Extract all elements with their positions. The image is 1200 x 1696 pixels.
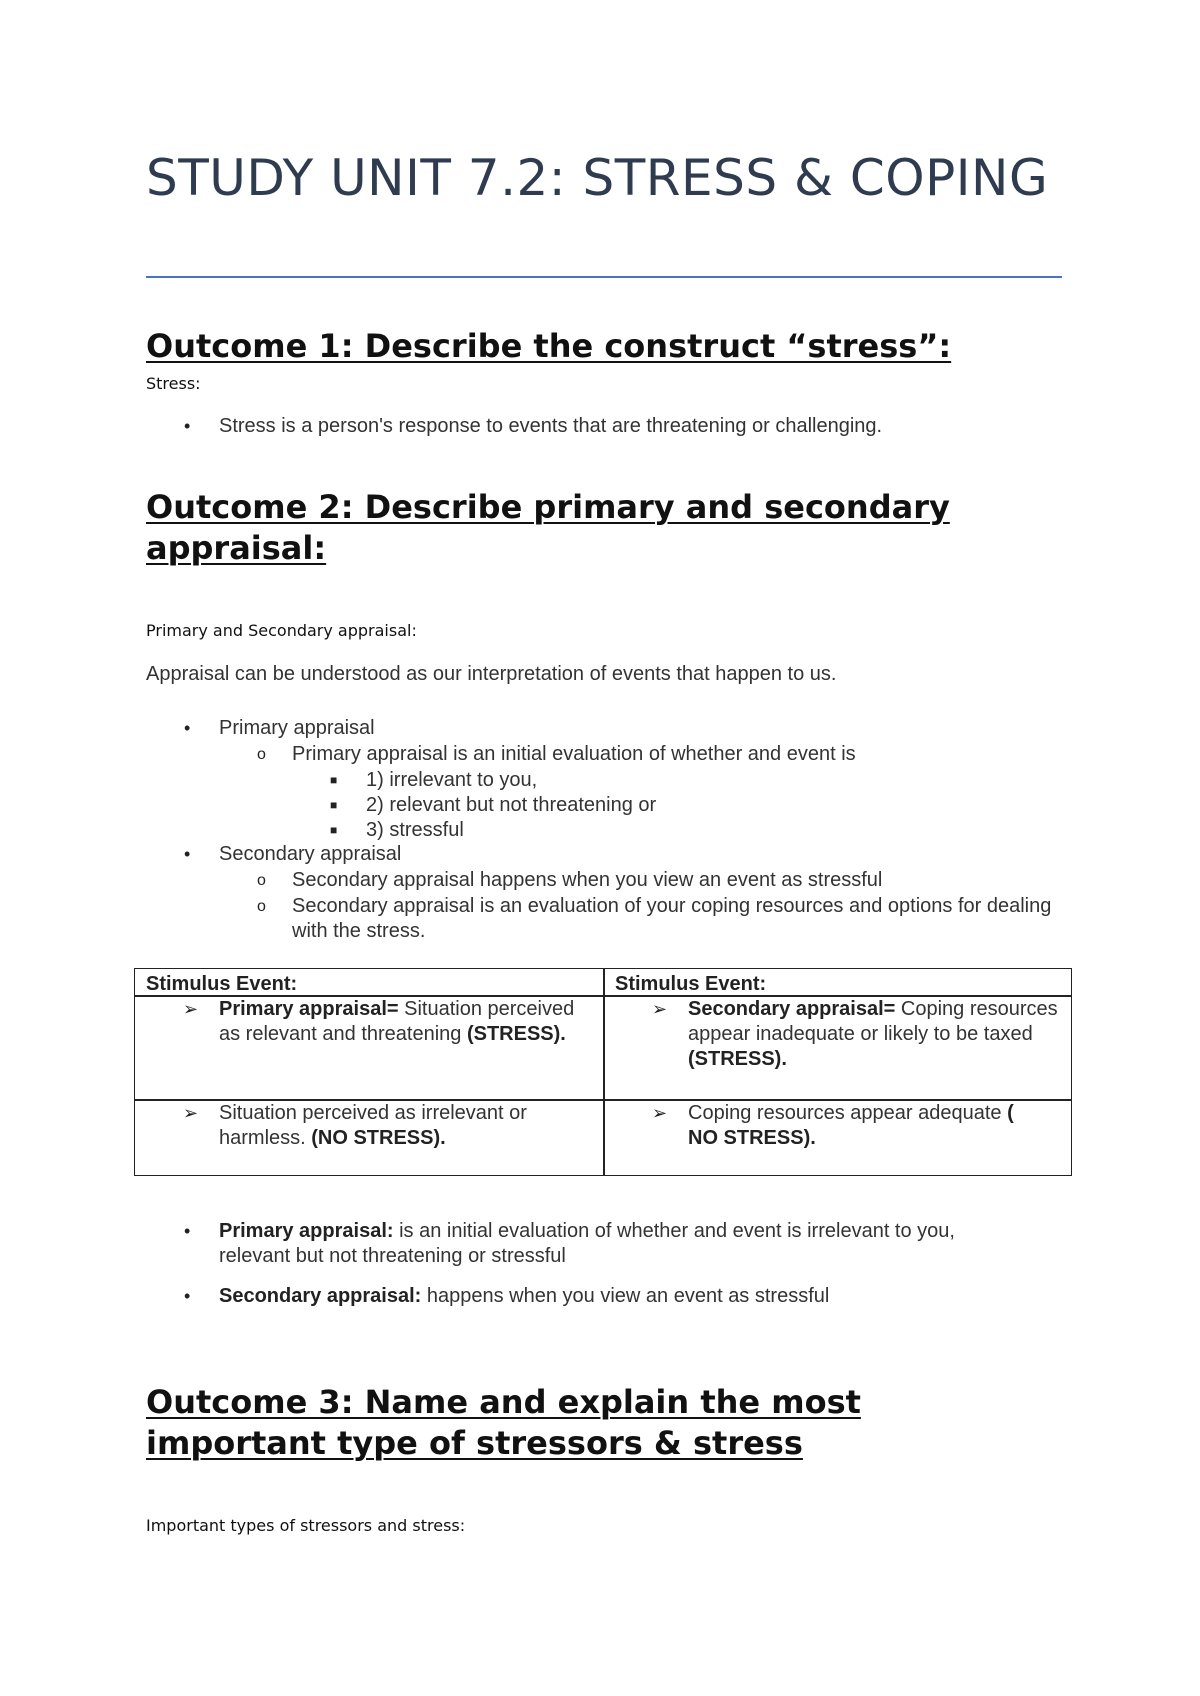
filled-circle-bullet-icon: •	[184, 1221, 191, 1241]
square-bullet-icon: ■	[330, 773, 338, 787]
primary-appraisal-option-2: 2) relevant but not threatening or	[366, 794, 657, 816]
outcome-3-label: Important types of stressors and stress:	[146, 1516, 466, 1535]
secondary-appraisal-item: Secondary appraisal	[219, 843, 402, 865]
arrowhead-bullet-icon: ➢	[652, 999, 668, 1020]
arrowhead-bullet-icon: ➢	[652, 1103, 668, 1124]
primary-appraisal-option-3: 3) stressful	[366, 819, 464, 841]
hollow-circle-bullet-icon: o	[257, 898, 266, 915]
primary-appraisal-subitem: Primary appraisal is an initial evaluation of whether and event is	[292, 743, 856, 765]
primary-appraisal-option-1: 1) irrelevant to you,	[366, 769, 538, 791]
outcome-2-heading: Outcome 2: Describe primary and secondary appraisal:	[146, 488, 950, 567]
filled-circle-bullet-icon: •	[184, 416, 191, 436]
document-title: STUDY UNIT 7.2: STRESS & COPING	[146, 149, 1049, 207]
arrowhead-bullet-icon: ➢	[183, 1103, 199, 1124]
table-cell-primary-stress: Primary appraisal= Situation perceived as relevant and threatening (STRESS).	[219, 998, 575, 1045]
table-column-divider	[603, 968, 605, 1176]
table-header-col-1: Stimulus Event:	[146, 973, 298, 995]
appraisal-intro-text: Appraisal can be understood as our interpretation of events that happen to us.	[146, 663, 837, 685]
hollow-circle-bullet-icon: o	[257, 872, 266, 889]
outcome-2-label: Primary and Secondary appraisal:	[146, 621, 417, 640]
primary-appraisal-item: Primary appraisal	[219, 717, 375, 739]
table-cell-secondary-no-stress: Coping resources appear adequate ( NO STRESS).	[688, 1102, 1014, 1149]
secondary-appraisal-summary: Secondary appraisal: happens when you view an event as stressful	[219, 1285, 830, 1307]
outcome-1-heading: Outcome 1: Describe the construct “stress”:	[146, 327, 952, 365]
filled-circle-bullet-icon: •	[184, 1286, 191, 1306]
secondary-appraisal-subitem-1: Secondary appraisal happens when you view an event as stressful	[292, 869, 883, 891]
filled-circle-bullet-icon: •	[184, 844, 191, 864]
outcome-1-label: Stress:	[146, 374, 201, 393]
filled-circle-bullet-icon: •	[184, 718, 191, 738]
outcome-3-heading: Outcome 3: Name and explain the most important type of stressors & stress	[146, 1383, 861, 1462]
secondary-appraisal-subitem-2: Secondary appraisal is an evaluation of your coping resources and options for dealing with the stress.	[292, 895, 1052, 942]
outcome-1-bullet-text: Stress is a person's response to events that are threatening or challenging.	[219, 415, 883, 437]
title-rule-divider	[146, 276, 1062, 278]
hollow-circle-bullet-icon: o	[257, 746, 266, 763]
square-bullet-icon: ■	[330, 798, 338, 812]
square-bullet-icon: ■	[330, 823, 338, 837]
primary-appraisal-summary: Primary appraisal: is an initial evaluation of whether and event is irrelevant to you, relevant but not threatening or stressful	[219, 1220, 955, 1267]
arrowhead-bullet-icon: ➢	[183, 999, 199, 1020]
table-cell-primary-no-stress: Situation perceived as irrelevant or harmless. (NO STRESS).	[219, 1102, 527, 1149]
table-header-col-2: Stimulus Event:	[615, 973, 767, 995]
table-cell-secondary-stress: Secondary appraisal= Coping resources appear inadequate or likely to be taxed (STRESS).	[688, 998, 1058, 1070]
